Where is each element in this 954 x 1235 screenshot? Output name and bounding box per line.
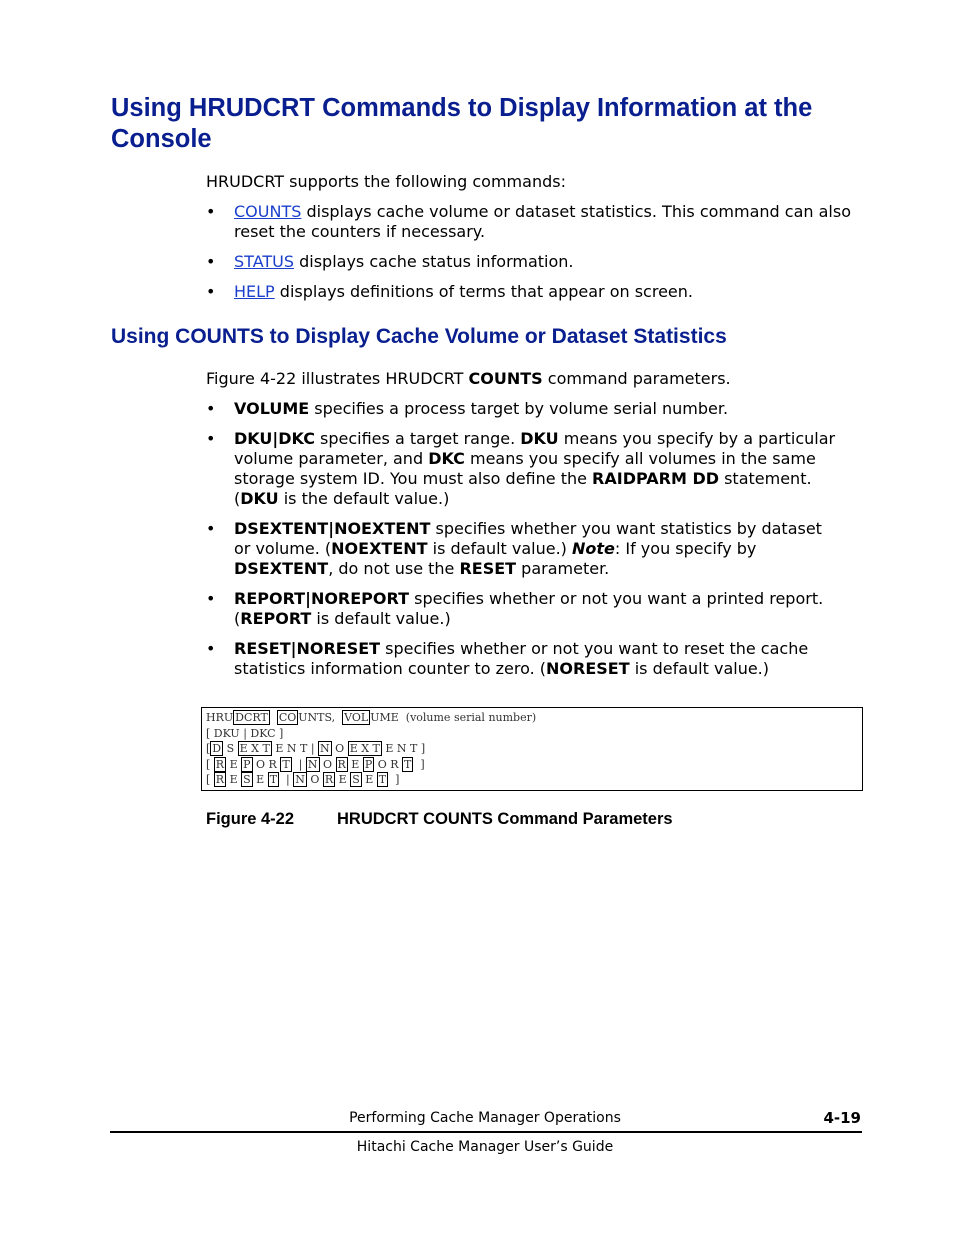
help-link[interactable]: HELP xyxy=(234,282,275,301)
syntax-line-5: [ R E S E T | N O R E S E T ] xyxy=(206,773,400,786)
syntax-line-4: [ R E P O R T | N O R E P O R T ] xyxy=(206,757,425,771)
syntax-line-1: HRU DCRT CO UNTS, VOL UME (volume serial number) xyxy=(206,711,537,724)
param-volume: • VOLUME specifies a process target by volume serial number. xyxy=(206,399,729,418)
param-reset: • RESET|NORESET specifies whether or not you want to reset the cache statistics information counter to zero. (NORESET is default value.) xyxy=(206,639,809,678)
figure-intro: Figure 4-22 illustrates HRUDCRT COUNTS command parameters. xyxy=(206,369,731,388)
page-heading: Using HRUDCRT Commands to Display Information at the Console xyxy=(111,94,813,153)
figure-caption xyxy=(206,809,673,829)
footer-divider xyxy=(110,1131,862,1133)
syntax-line-2: [ DKU | DKC ] xyxy=(206,726,284,740)
footer-section: Performing Cache Manager Operations xyxy=(349,1110,621,1126)
figure-number: Figure 4-22 xyxy=(206,810,295,828)
intro-text: HRUDCRT supports the following commands: xyxy=(206,172,566,191)
counts-link[interactable]: COUNTS xyxy=(234,202,302,221)
status-link[interactable]: STATUS xyxy=(234,252,295,271)
syntax-line-3: [ D S E X T E N T | N O E X T E N T ] xyxy=(206,742,426,755)
param-report: • REPORT|NOREPORT specifies whether or not you want a printed report. (REPORT is default value.) xyxy=(206,589,824,628)
list-item: • STATUS displays cache status information. xyxy=(206,252,574,271)
list-item: • HELP displays definitions of terms that appear on screen. xyxy=(206,282,693,301)
page-number: 4-19 xyxy=(823,1109,861,1127)
command-syntax-box xyxy=(201,707,863,791)
list-item: • COUNTS displays cache volume or dataset statistics. This command can also reset the counters if necessary. xyxy=(206,202,851,241)
figure-title: HRUDCRT COUNTS Command Parameters xyxy=(337,810,673,828)
section-heading: Using COUNTS to Display Cache Volume or Dataset Statistics xyxy=(111,325,727,348)
param-dku-dkc: • DKU|DKC specifies a target range. DKU means you specify by a particular volume parameter, and DKC means you specify all volumes in the same storage system ID. You must also define the RAIDPARM DD statement. (DKU is the default value.) xyxy=(206,429,836,508)
footer-guide-title: Hitachi Cache Manager User’s Guide xyxy=(356,1139,614,1155)
parameter-list xyxy=(206,399,838,689)
param-dsextent: • DSEXTENT|NOEXTENT specifies whether you want statistics by dataset or volume. (NOEXTENT is default value.) Note: If you specify by DSEXTENT, do not use the RESET parameter. xyxy=(206,519,822,578)
command-list xyxy=(206,202,866,312)
